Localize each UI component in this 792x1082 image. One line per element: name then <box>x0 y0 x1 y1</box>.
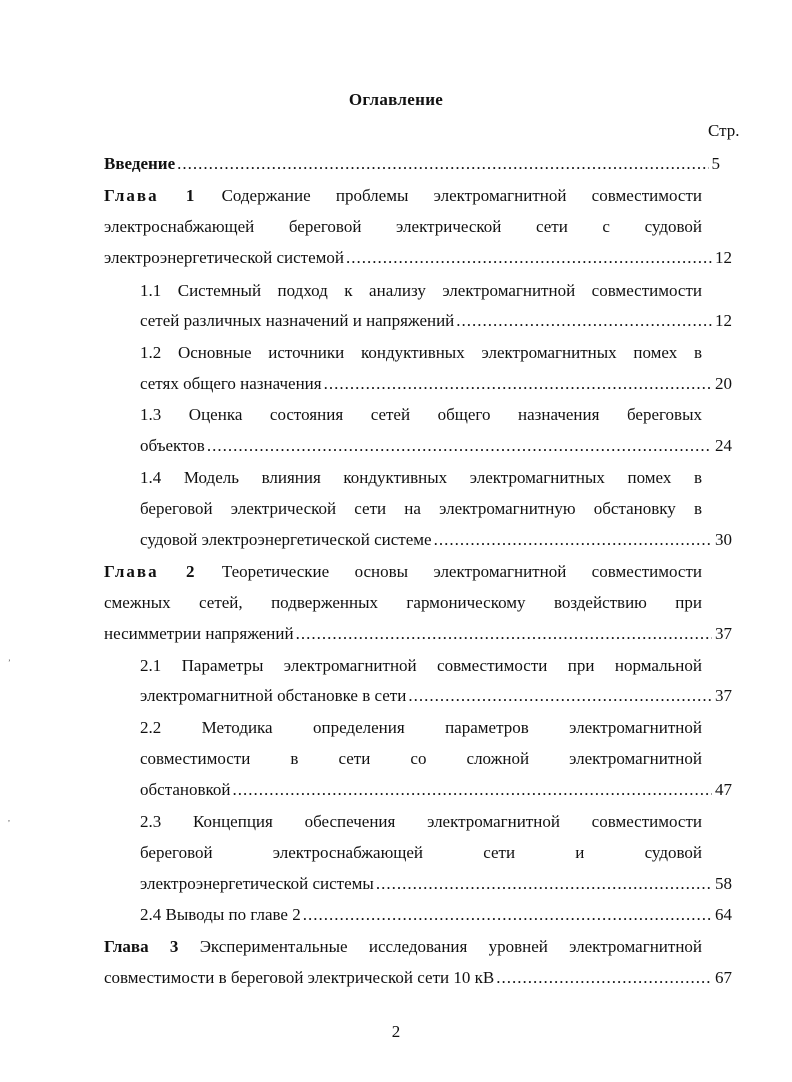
toc-entry-intro[interactable]: Введение ..... 5 <box>104 154 720 174</box>
page-column-label: Стр. <box>708 121 740 140</box>
scan-speck: ’ <box>8 658 11 667</box>
scan-speck: , <box>8 814 10 823</box>
page-title: Оглавление <box>348 90 444 109</box>
toc-entry-section-2-4[interactable]: 2.4 Выводы по главе 2 ..... 64 <box>140 905 732 925</box>
page-number: 2 <box>391 1022 401 1041</box>
